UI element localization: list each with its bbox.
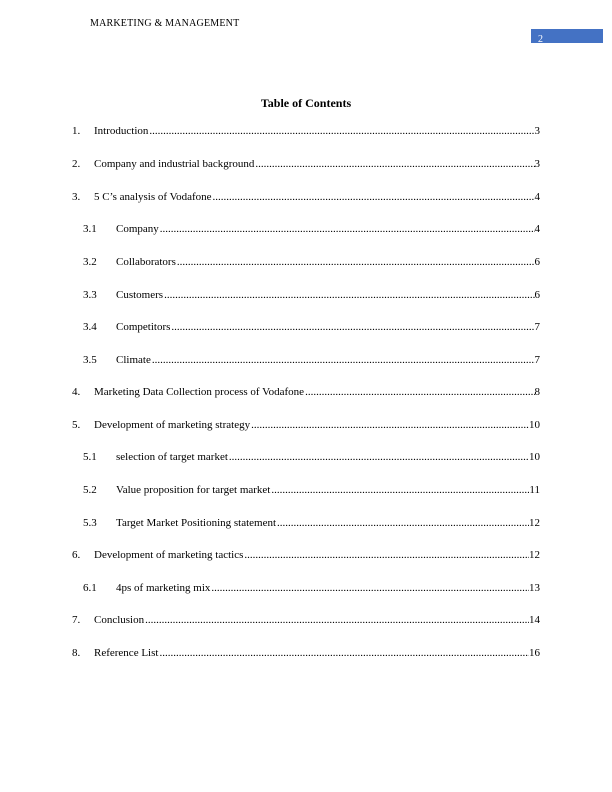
toc-entry-title: Collaborators (116, 256, 176, 268)
toc-entry-page: 12 (529, 517, 540, 529)
toc-dot-leader (171, 320, 534, 334)
toc-dot-leader (149, 124, 534, 138)
toc-entry-introduction[interactable] (72, 124, 540, 138)
toc-entry-data-collection[interactable] (72, 385, 540, 399)
toc-dot-leader (271, 483, 529, 497)
toc-entry-title: Climate (116, 354, 151, 366)
toc-entry-page: 4 (534, 223, 540, 235)
toc-entry-title: selection of target market (116, 451, 228, 463)
toc-entry-page: 7 (534, 354, 540, 366)
page-number: 2 (538, 34, 543, 45)
toc-entry-page: 6 (534, 289, 540, 301)
toc-entry-number: 3.4 (83, 321, 97, 333)
toc-dot-leader (145, 613, 529, 627)
toc-entry-page: 13 (529, 582, 540, 594)
toc-dot-leader (164, 288, 534, 302)
toc-entry-page: 16 (529, 647, 540, 659)
toc-dot-leader (251, 418, 529, 432)
toc-entry-company[interactable] (83, 222, 540, 236)
toc-entry-page: 10 (529, 419, 540, 431)
toc-entry-title: Conclusion (94, 614, 145, 626)
toc-entry-number: 5.2 (83, 484, 97, 496)
toc-entry-number: 6. (72, 549, 81, 561)
toc-entry-conclusion[interactable] (72, 613, 540, 627)
toc-entry-page: 4 (534, 191, 540, 203)
toc-entry-marketing-tactics[interactable] (72, 548, 540, 562)
toc-entry-title: Development of marketing tactics (94, 549, 244, 561)
toc-entry-customers[interactable] (83, 288, 540, 302)
toc-entry-title: Reference List (94, 647, 159, 659)
toc-dot-leader (229, 450, 529, 464)
toc-entry-title: Competitors (116, 321, 171, 333)
toc-entry-page: 3 (534, 125, 540, 137)
toc-entry-number: 2. (72, 158, 81, 170)
toc-entry-title: 5 C’s analysis of Vodafone (94, 191, 212, 203)
toc-title: Table of Contents (260, 96, 352, 110)
toc-entry-number: 3.5 (83, 354, 97, 366)
toc-entry-marketing-mix[interactable] (83, 581, 540, 595)
toc-entry-positioning-statement[interactable] (83, 516, 540, 530)
toc-entry-marketing-strategy[interactable] (72, 418, 540, 432)
toc-entry-page: 14 (529, 614, 540, 626)
toc-entry-number: 3.1 (83, 223, 97, 235)
toc-entry-page: 7 (534, 321, 540, 333)
toc-dot-leader (211, 581, 529, 595)
toc-dot-leader (255, 157, 534, 171)
toc-entry-number: 7. (72, 614, 81, 626)
toc-entry-title: Target Market Positioning statement (116, 517, 277, 529)
toc-entry-number: 3.2 (83, 256, 97, 268)
toc-entry-page: 11 (529, 484, 540, 496)
toc-dot-leader (244, 548, 529, 562)
toc-entry-number: 5. (72, 419, 81, 431)
toc-entry-title: Company and industrial background (94, 158, 255, 170)
toc-entry-page: 10 (529, 451, 540, 463)
toc-entry-number: 3.3 (83, 289, 97, 301)
toc-dot-leader (159, 646, 529, 660)
toc-entry-climate[interactable] (83, 353, 540, 367)
toc-dot-leader (277, 516, 529, 530)
toc-dot-leader (160, 222, 535, 236)
running-head: MARKETING & MANAGEMENT (90, 18, 240, 29)
toc-entry-reference-list[interactable] (72, 646, 540, 660)
toc-entry-page: 3 (534, 158, 540, 170)
toc-entry-value-proposition[interactable] (83, 483, 540, 497)
toc-entry-number: 3. (72, 191, 81, 203)
toc-entry-title: Company (116, 223, 159, 235)
toc-entry-number: 5.3 (83, 517, 97, 529)
toc-entry-title: Customers (116, 289, 164, 301)
page-number-badge (531, 29, 603, 43)
toc-dot-leader (152, 353, 535, 367)
toc-entry-title: Introduction (94, 125, 149, 137)
toc-entry-title: Value proposition for target market (116, 484, 271, 496)
toc-entry-number: 6.1 (83, 582, 97, 594)
toc-entry-page: 8 (534, 386, 540, 398)
toc-entry-company-background[interactable] (72, 157, 540, 171)
toc-entry-number: 8. (72, 647, 81, 659)
toc-entry-number: 4. (72, 386, 81, 398)
toc-entry-title: Marketing Data Collection process of Vodafone (94, 386, 305, 398)
toc-dot-leader (213, 190, 535, 204)
toc-entry-title: 4ps of marketing mix (116, 582, 211, 594)
toc-entry-page: 12 (529, 549, 540, 561)
toc-entry-competitors[interactable] (83, 320, 540, 334)
toc-dot-leader (177, 255, 535, 269)
toc-entry-5cs-analysis[interactable] (72, 190, 540, 204)
toc-dot-leader (305, 385, 534, 399)
toc-entry-number: 5.1 (83, 451, 97, 463)
toc-entry-page: 6 (534, 256, 540, 268)
toc-entry-title: Development of marketing strategy (94, 419, 251, 431)
toc-entry-target-market[interactable] (83, 450, 540, 464)
toc-entry-number: 1. (72, 125, 81, 137)
toc-entry-collaborators[interactable] (83, 255, 540, 269)
